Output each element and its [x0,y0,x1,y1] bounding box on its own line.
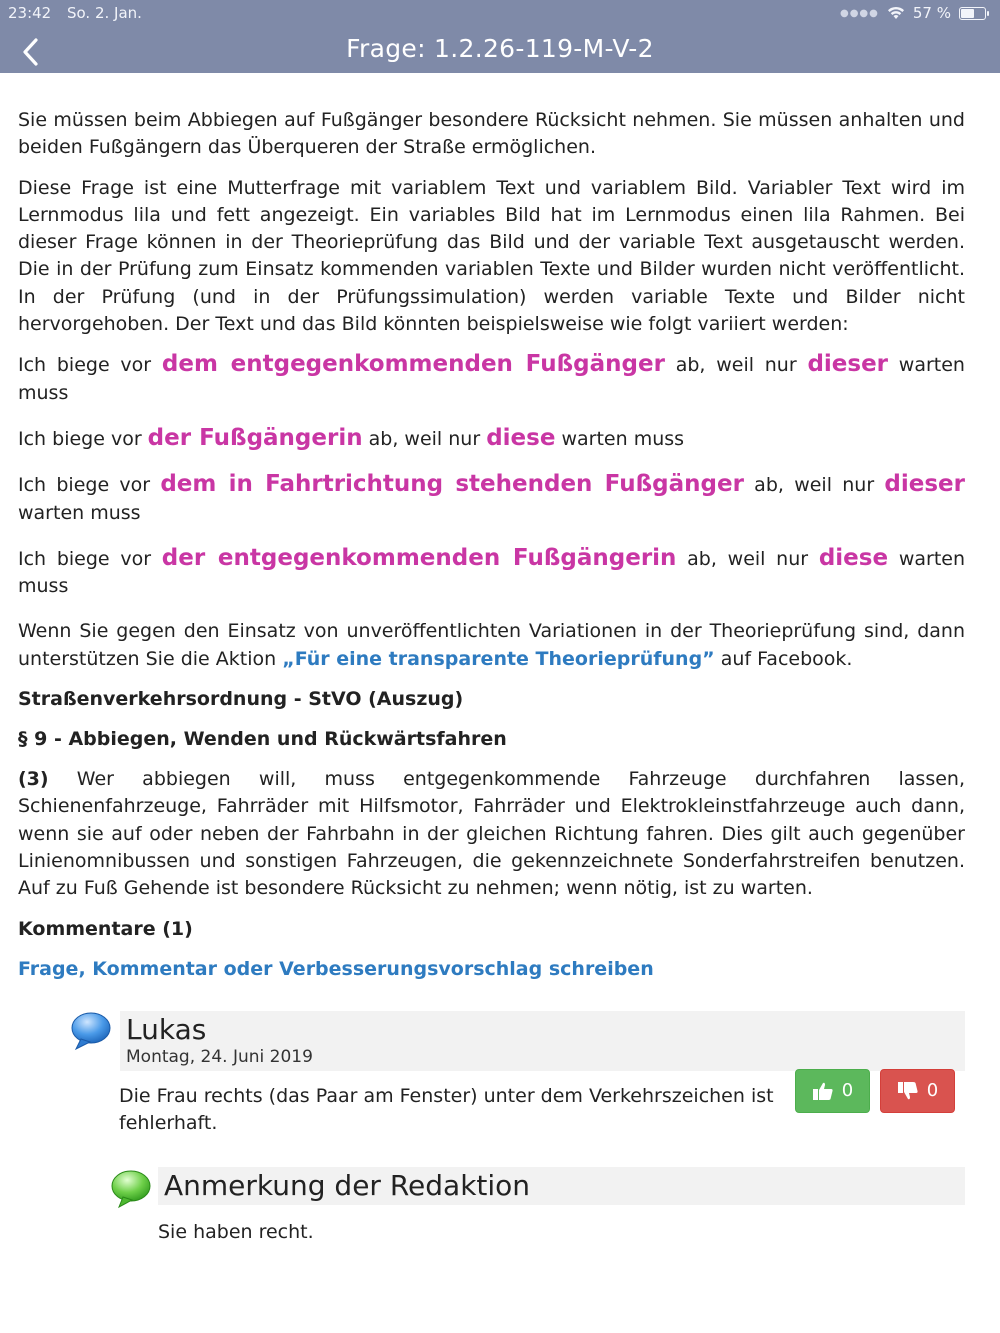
comment-header [120,1011,965,1071]
comment-text: Die Frau rechts (das Paar am Fenster) unter dem Verkehrszeichen ist fehlerhaft. [119,1084,774,1134]
campaign-text [18,618,965,673]
comment-date: Montag, 24. Juni 2019 [126,1046,313,1067]
variant-part: ab, weil nur [664,354,808,377]
variant-part: warten muss [18,547,965,598]
variant-text [18,471,965,527]
signal-icon: ●●●● [839,7,879,19]
campaign-link[interactable]: „Für eine transparente Theorieprüfung” [282,647,715,670]
paragraph-text: Wer abbiegen will, muss entgegenkommende Fahrzeuge durchfahren lassen, Schienenfahrzeuge, Fahrräder mit Hilfsmotor, Fahrräder und Elektrokleinstfahrzeuge auch dann, wenn sie auf oder neben der Fahrbahn in der gleichen Richtung fahren. Dies gilt auch gegenüber Linienomnibussen und sonstigen Fahrzeugen, die gekennzeichnete Sonderfahrstreifen benutzen. Auf zu Fuß Gehende ist besondere Rücksicht zu nehmen; wenn nötig, ist zu warten. [18,768,965,900]
law-paragraph [18,766,965,902]
comments-heading: Kommentare (1) [18,917,193,940]
variant-part: Ich biege vor [18,427,148,450]
variant-part: warten muss [18,501,141,524]
battery-fill [961,9,974,18]
comment-item [70,1011,965,1138]
reply-header [158,1167,965,1205]
variant-part: Ich biege vor [18,547,162,570]
variable-text: dem entgegenkommenden Fußgänger [161,351,665,378]
variable-text: der entgegenkommenden Fußgängerin [161,544,677,571]
stvo-heading: Straßenverkehrsordnung - StVO (Auszug) [18,688,464,711]
status-right [840,4,986,22]
speech-bubble-icon [70,1011,112,1051]
variant-part: Ich biege vor [18,354,162,377]
variant-text [18,425,965,453]
speech-bubble-icon [110,1169,152,1209]
variant-part: warten muss [18,354,965,404]
intro-text: Sie müssen beim Abbiegen auf Fußgänger besondere Rücksicht nehmen. Sie müssen anhalten und beiden Fußgängern das Überqueren der Straße ermöglichen. [18,109,965,159]
variant-text [18,545,965,601]
thumbs-up-icon [812,1081,834,1101]
editor-reply [110,1167,965,1246]
thumbs-down-icon [897,1081,919,1101]
status-date: So. 2. Jan. [67,4,142,22]
variant-part: ab, weil nur [743,474,885,497]
variable-text: dem in Fahrtrichtung stehenden Fußgänger [160,471,744,498]
downvote-count: 0 [926,1080,939,1102]
variant-part: warten muss [555,427,685,450]
status-bar [8,4,986,24]
upvote-button[interactable] [795,1069,870,1113]
battery-icon [959,7,986,20]
campaign-after: auf Facebook. [714,647,853,670]
reply-text: Sie haben recht. [158,1221,314,1244]
write-comment-link[interactable]: Frage, Kommentar oder Verbesserungsvorschlag schreiben [18,957,654,980]
page-title: Frage: 1.2.26-119-M-V-2 [346,34,654,63]
paragraph-number: (3) [18,768,49,791]
variant-part: ab, weil nur [362,427,487,450]
section-heading: § 9 - Abbiegen, Wenden und Rückwärtsfahren [18,728,507,751]
variable-text: dieser [884,471,965,498]
vote-buttons [795,1069,955,1113]
battery-percent: 57 % [912,4,951,22]
downvote-button[interactable] [880,1069,955,1113]
question-content [18,107,965,1246]
campaign-before: Wenn Sie gegen den Einsatz von unveröffentlichten Variationen in der Theorieprüfung sind, dann unterstützen Sie die Aktion [18,620,965,670]
variant-text [18,351,965,407]
variant-part: ab, weil nur [676,547,819,570]
upvote-count: 0 [841,1080,854,1102]
variant-part: Ich biege vor [18,474,161,497]
mother-question-text: Diese Frage ist eine Mutterfrage mit variablem Text und variablem Bild. Variabler Text wird im Lernmodus lila und fett angezeigt. Ein variables Bild hat im Lernmodus einen lila Rahmen. Bei dieser Frage können in der Theorieprüfung das Bild und der variable Text ausgetauscht werden. Die in der Prüfung zum Einsatz kommenden variablen Texte und Bilder wurden nicht veröffentlicht. In der Prüfung (und in der Prüfungssimulation) werden variable Texte und Bilder nicht hervorgehoben. Der Text und das Bild könnten beispielsweise wie folgt variiert werden: [18,176,965,336]
reply-title: Anmerkung der Redaktion [164,1169,531,1203]
variable-text: diese [486,424,556,451]
status-time: 23:42 [8,4,52,22]
wifi-icon [887,6,905,20]
variable-text: der Fußgängerin [147,424,363,451]
comment-author: Lukas [126,1012,207,1046]
header-bar [0,0,1000,73]
variable-text: dieser [807,351,889,378]
variable-text: diese [818,544,889,571]
